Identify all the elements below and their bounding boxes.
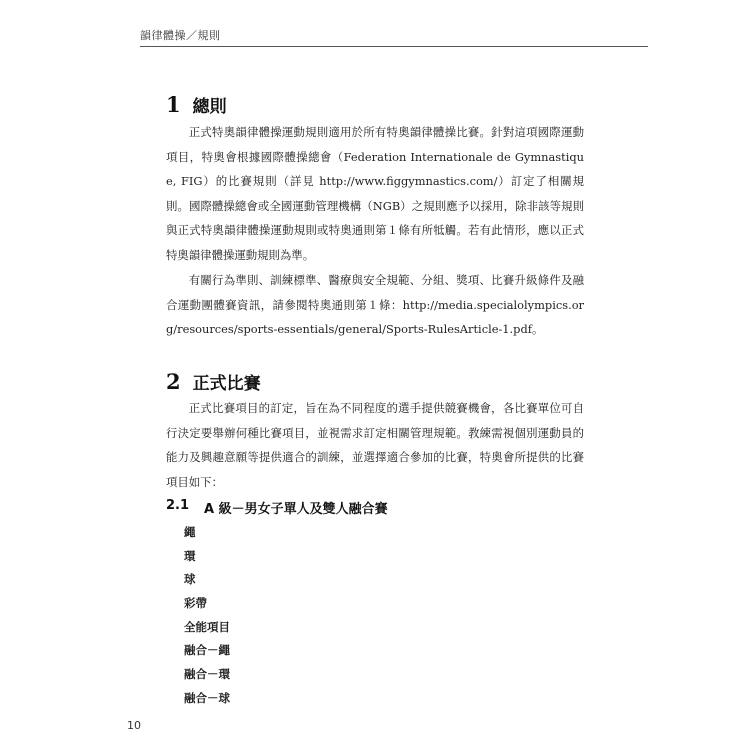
- section-1-heading: [166, 92, 227, 117]
- header-rule: [140, 46, 648, 47]
- page-number: 10: [127, 719, 141, 732]
- section-2-paragraph-1: 正式比賽項目的訂定，旨在為不同程度的選手提供競賽機會，各比賽單位可自行決定要舉辦何種比賽項目，並視需求訂定相關管理規範。教練需視個別運動員的能力及興趣意願等提供適合的訓練，並選擇適合參加的比賽，特奧會所提供的比賽項目如下：: [166, 401, 584, 489]
- event-list: [184, 521, 230, 711]
- event-list-item: 繩: [184, 525, 196, 539]
- event-list-item: 環: [184, 548, 196, 563]
- section-1-title: 總則: [192, 97, 227, 117]
- subsection-2-1-number: 2.1: [166, 498, 190, 513]
- section-2-heading: [166, 369, 261, 394]
- section-2-number: 2: [166, 369, 181, 394]
- event-list-item: 全能項目: [184, 619, 230, 634]
- section-1-paragraph-1: 正式特奧韻律體操運動規則適用於所有特奧韻律體操比賽。針對這項國際運動項目，特奧會根據國際體操總會（Federation Internationale de Gymnastique, FIG）的比賽規則（詳見 http://www.figgymnastics.com/）訂定了相關規則。國際體操總會或全國運動管理機構（NGB）之規則應予以採用，除非該等規則與正式特奧韻律體操運動規則或特奧通則第１條有所牴觸。若有此情形，應以正式特奧韻律體操運動規則為準。: [166, 125, 584, 262]
- section-2-title: 正式比賽: [192, 374, 261, 394]
- event-list-item: 融合－繩: [184, 643, 230, 658]
- event-list-item: 球: [184, 572, 196, 587]
- section-1-paragraph-2: 有關行為準則、訓練標準、醫療與安全規範、分組、獎項、比賽升級條件及融合運動團體賽資訊，請參閱特奧通則第１條：http://media.specialolympics.org/resources/sports-essentials/general/Sports-RulesArticle-1.pdf。: [166, 273, 584, 337]
- running-head: 韻律體操／規則: [140, 29, 221, 42]
- event-list-item: 融合－環: [184, 667, 230, 682]
- event-list-item: 彩帶: [184, 596, 207, 611]
- section-1-number: 1: [166, 92, 181, 117]
- subsection-2-1-title: A 級－男女子單人及雙人融合賽: [204, 502, 388, 517]
- subsection-2-1-heading: [166, 498, 388, 517]
- event-list-item: 融合－球: [184, 690, 230, 705]
